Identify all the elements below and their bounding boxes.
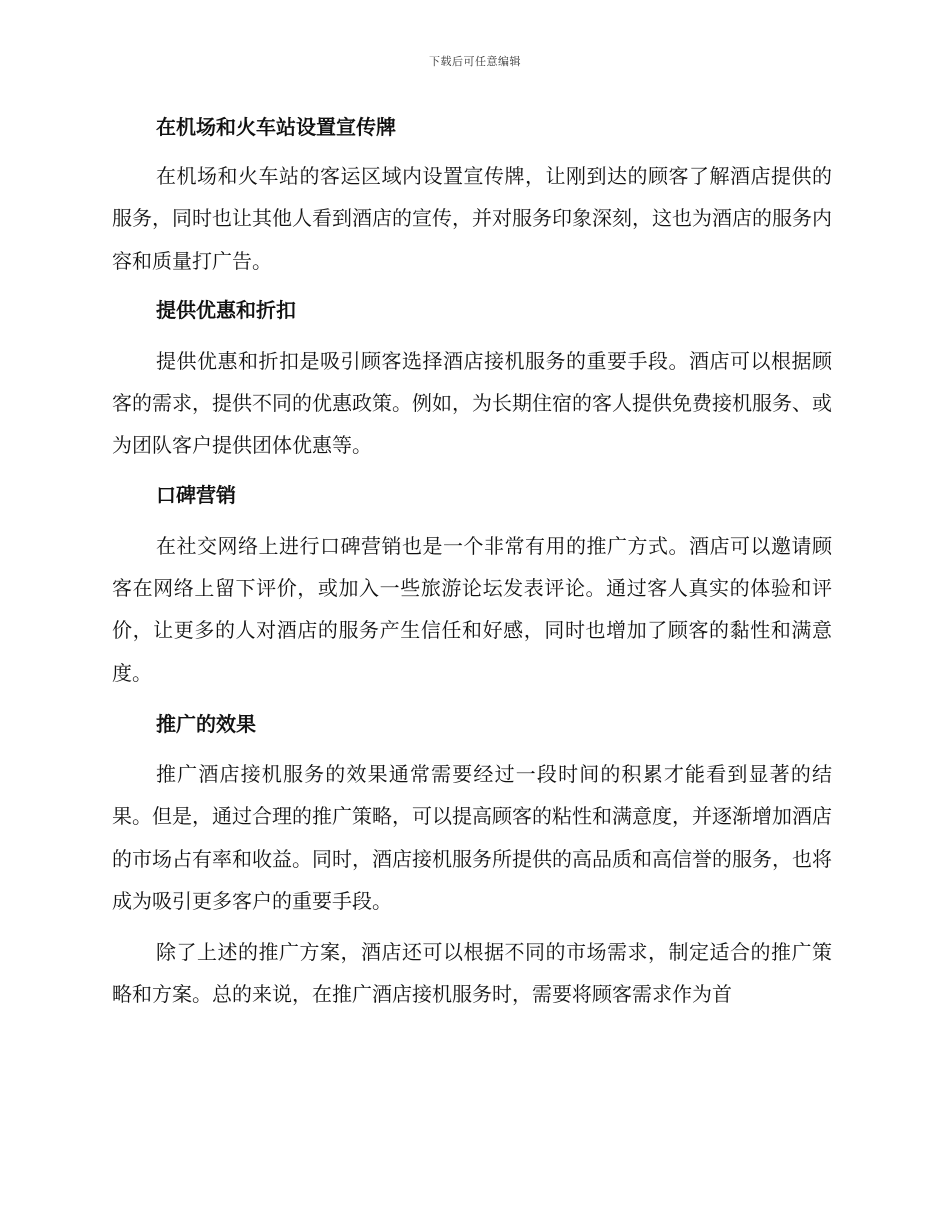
page-header-note: 下载后可任意编辑 — [429, 55, 521, 68]
document-body — [112, 112, 832, 1016]
section-paragraph-word-of-mouth: 在社交网络上进行口碑营销也是一个非常有用的推广方式。酒店可以邀请顾客在网络上留下评价，或加入一些旅游论坛发表评论。通过客人真实的体验和评价，让更多的人对酒店的服务产生信任和好感，同时也增加了顾客的黏性和满意度。 — [112, 533, 832, 685]
closing-paragraph: 除了上述的推广方案，酒店还可以根据不同的市场需求，制定适合的推广策略和方案。总的来说，在推广酒店接机服务时，需要将顾客需求作为首 — [112, 940, 832, 1007]
section-heading-word-of-mouth: 口碑营销 — [156, 482, 236, 507]
section-heading-discounts: 提供优惠和折扣 — [156, 297, 296, 322]
section-heading-airport-signage: 在机场和火车站设置宣传牌 — [156, 115, 396, 139]
section-paragraph-promotion-effect: 推广酒店接机服务的效果通常需要经过一段时间的积累才能看到显著的结果。但是，通过合理的推广策略，可以提高顾客的粘性和满意度，并逐渐增加酒店的市场占有率和收益。同时，酒店接机服务所提供的高品质和高信誉的服务，也将成为吸引更多客户的重要手段。 — [112, 761, 832, 913]
section-paragraph-airport-signage: 在机场和火车站的客运区域内设置宣传牌，让刚到达的顾客了解酒店提供的服务，同时也让其他人看到酒店的宣传，并对服务印象深刻，这也为酒店的服务内容和质量打广告。 — [112, 164, 832, 273]
section-heading-promotion-effect: 推广的效果 — [156, 711, 256, 736]
section-paragraph-discounts: 提供优惠和折扣是吸引顾客选择酒店接机服务的重要手段。酒店可以根据顾客的需求，提供不同的优惠政策。例如，为长期住宿的客人提供免费接机服务、或为团队客户提供团体优惠等。 — [112, 348, 832, 458]
